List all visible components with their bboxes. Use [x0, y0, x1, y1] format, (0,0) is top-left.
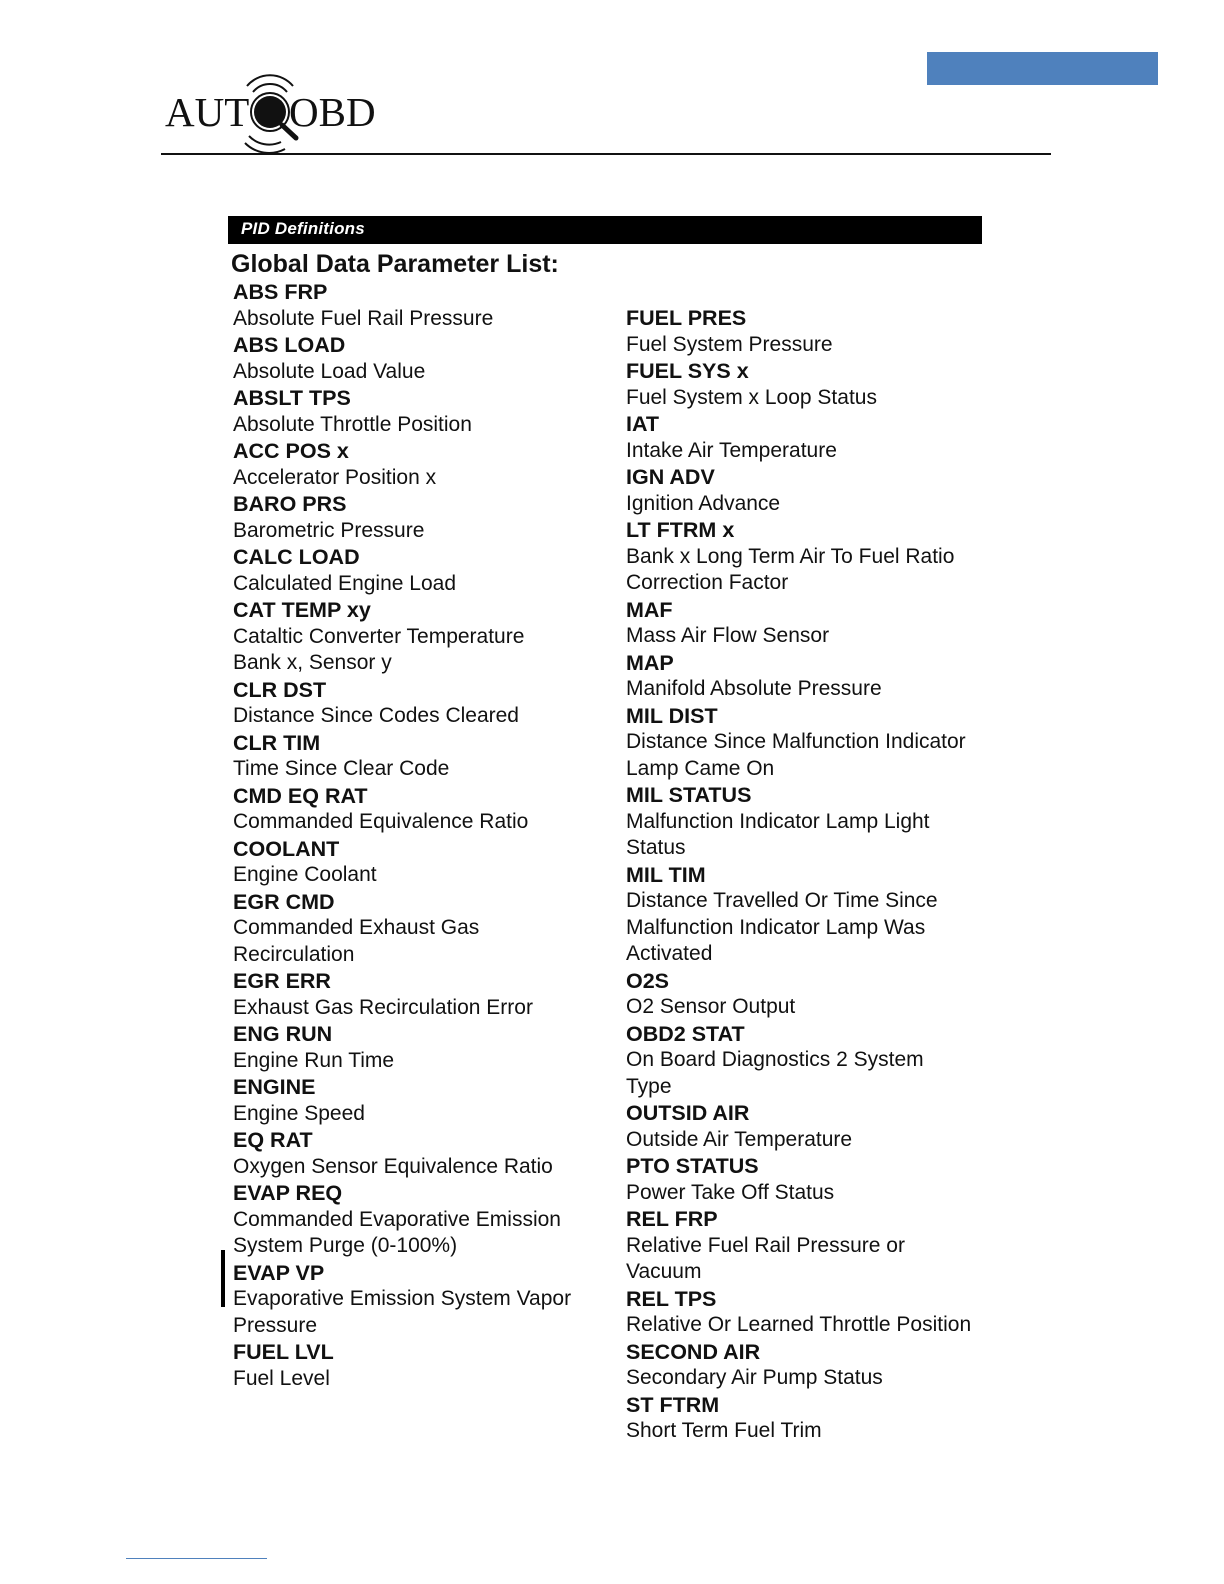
- parameter-description: Absolute Fuel Rail Pressure: [233, 306, 494, 330]
- parameter-entry: [233, 491, 603, 544]
- parameter-code: ACC POS x: [233, 439, 349, 463]
- parameter-entry: [233, 1127, 603, 1180]
- parameter-description: Barometric Pressure: [233, 518, 425, 542]
- parameter-description: Engine Run Time: [233, 1048, 395, 1072]
- parameter-code: LT FTRM x: [626, 518, 735, 542]
- parameter-code: REL FRP: [626, 1207, 718, 1231]
- parameter-entry: [626, 358, 1006, 411]
- parameter-entry: [626, 1206, 1006, 1286]
- parameter-description: Engine Coolant: [233, 863, 377, 886]
- parameter-description: On Board Diagnostics 2 System Type: [626, 1048, 924, 1098]
- parameter-description: Evaporative Emission System Vapor Pressure: [233, 1287, 572, 1337]
- parameter-entry: [626, 517, 1006, 597]
- parameter-code: CALC LOAD: [233, 545, 360, 569]
- parameter-entry: [233, 332, 603, 385]
- parameter-description: Absolute Throttle Position: [233, 412, 472, 436]
- parameter-code: FUEL LVL: [233, 1340, 334, 1364]
- parameter-entry: [233, 544, 603, 597]
- parameter-code: FUEL PRES: [626, 306, 747, 330]
- parameter-code: MIL TIM: [626, 862, 706, 887]
- parameter-entry: [233, 279, 603, 332]
- parameter-entry: [233, 836, 603, 889]
- parameter-entry: [233, 730, 603, 783]
- parameter-code: MIL DIST: [626, 703, 718, 728]
- parameter-description: Secondary Air Pump Status: [626, 1366, 883, 1389]
- parameter-description: Intake Air Temperature: [626, 438, 837, 462]
- parameter-entry: [233, 1260, 603, 1340]
- parameter-entry: [626, 1100, 1006, 1153]
- parameter-entry: [233, 385, 603, 438]
- parameter-description: Oxygen Sensor Equivalence Ratio: [233, 1154, 553, 1178]
- parameter-description: Bank x Long Term Air To Fuel Ratio Correction Factor: [626, 544, 955, 594]
- parameter-code: ABSLT TPS: [233, 386, 351, 410]
- parameter-description: Mass Air Flow Sensor: [626, 624, 830, 647]
- parameter-description: Fuel Level: [233, 1366, 330, 1390]
- section-heading-bar: [228, 216, 982, 244]
- parameter-description: Short Term Fuel Trim: [626, 1419, 822, 1442]
- parameter-code: EVAP VP: [233, 1260, 325, 1285]
- parameter-code: ENGINE: [233, 1075, 316, 1099]
- parameter-entry: [626, 862, 1006, 968]
- parameter-entry: [626, 464, 1006, 517]
- parameter-code: REL TPS: [626, 1286, 717, 1311]
- parameter-entry: [626, 650, 1006, 703]
- parameter-description: Exhaust Gas Recirculation Error: [233, 995, 533, 1019]
- parameter-entry: [233, 677, 603, 730]
- parameter-code: PTO STATUS: [626, 1154, 759, 1178]
- parameter-description: Calculated Engine Load: [233, 571, 457, 595]
- parameter-description: Distance Since Malfunction Indicator Lamp Came On: [626, 730, 966, 780]
- parameter-description: Manifold Absolute Pressure: [626, 677, 882, 700]
- parameter-code: MAP: [626, 650, 674, 675]
- parameter-code: ST FTRM: [626, 1392, 720, 1417]
- autoobd-logo: [165, 72, 385, 154]
- parameter-code: IGN ADV: [626, 465, 715, 489]
- parameter-description: Absolute Load Value: [233, 359, 426, 383]
- parameter-entry: [233, 438, 603, 491]
- parameter-entry: [626, 968, 1006, 1021]
- parameter-code: O2S: [626, 968, 670, 993]
- logo-text-left: AUT: [165, 89, 250, 135]
- parameter-description: Time Since Clear Code: [233, 757, 450, 780]
- parameter-entry: [626, 703, 1006, 783]
- parameter-description: Commanded Exhaust Gas Recirculation: [233, 916, 480, 966]
- parameter-entry: [626, 411, 1006, 464]
- parameter-code: EGR CMD: [233, 889, 335, 914]
- parameter-code: OUTSID AIR: [626, 1101, 750, 1125]
- parameter-description: Power Take Off Status: [626, 1180, 835, 1204]
- parameter-description: Distance Travelled Or Time Since Malfunction Indicator Lamp Was Activated: [626, 889, 938, 965]
- parameter-description: Commanded Equivalence Ratio: [233, 810, 529, 833]
- parameter-entry: [626, 1392, 1006, 1445]
- parameter-description: O2 Sensor Output: [626, 995, 796, 1018]
- parameter-code: COOLANT: [233, 836, 340, 861]
- parameter-code: EVAP REQ: [233, 1181, 343, 1205]
- parameter-description: Ignition Advance: [626, 491, 781, 515]
- left-parameter-column: [233, 279, 603, 1392]
- parameter-code: CLR TIM: [233, 730, 321, 755]
- logo-text-right: OBD: [289, 89, 376, 135]
- parameter-code: ENG RUN: [233, 1022, 333, 1046]
- parameter-entry: [233, 783, 603, 836]
- parameter-code: SECOND AIR: [626, 1339, 761, 1364]
- parameter-description: Fuel System x Loop Status: [626, 385, 877, 409]
- parameter-entry: [626, 1153, 1006, 1206]
- right-parameter-column: [626, 305, 1006, 1445]
- parameter-entry: [233, 1021, 603, 1074]
- parameter-description: Outside Air Temperature: [626, 1127, 853, 1151]
- parameter-description: Malfunction Indicator Lamp Light Status: [626, 809, 930, 859]
- parameter-entry: [626, 1021, 1006, 1101]
- parameter-code: BARO PRS: [233, 492, 347, 516]
- parameter-entry: [233, 968, 603, 1021]
- parameter-code: IAT: [626, 412, 660, 436]
- parameter-entry: [233, 1339, 603, 1392]
- parameter-description: Engine Speed: [233, 1101, 365, 1125]
- parameter-code: EGR ERR: [233, 969, 331, 993]
- parameter-code: OBD2 STAT: [626, 1021, 745, 1046]
- parameter-entry: [626, 305, 1006, 358]
- header-divider: [161, 153, 1051, 155]
- section-heading: PID Definitions: [241, 219, 365, 238]
- header-accent-tab: [927, 52, 1158, 85]
- parameter-description: Cataltic Converter Temperature Bank x, Sensor y: [233, 624, 525, 674]
- parameter-code: MAF: [626, 597, 673, 622]
- revision-change-bar: [221, 1250, 225, 1307]
- parameter-description: Accelerator Position x: [233, 465, 437, 489]
- parameter-code: MIL STATUS: [626, 783, 752, 807]
- parameter-entry: [233, 597, 603, 677]
- parameter-code: CMD EQ RAT: [233, 783, 368, 808]
- parameter-entry: [626, 782, 1006, 862]
- parameter-description: Relative Or Learned Throttle Position: [626, 1313, 972, 1336]
- parameter-entry: [626, 1286, 1006, 1339]
- parameter-entry: [233, 1180, 603, 1260]
- list-title: Global Data Parameter List:: [231, 250, 559, 278]
- parameter-description: Distance Since Codes Cleared: [233, 704, 519, 727]
- parameter-entry: [626, 597, 1006, 650]
- parameter-entry: [626, 1339, 1006, 1392]
- parameter-description: Relative Fuel Rail Pressure or Vacuum: [626, 1233, 905, 1283]
- parameter-code: EQ RAT: [233, 1128, 313, 1152]
- parameter-entry: [233, 1074, 603, 1127]
- parameter-description: Fuel System Pressure: [626, 332, 833, 356]
- footer-divider: [126, 1558, 267, 1559]
- parameter-code: FUEL SYS x: [626, 359, 749, 383]
- parameter-description: Commanded Evaporative Emission System Purge (0-100%): [233, 1207, 561, 1257]
- parameter-code: ABS FRP: [233, 280, 328, 304]
- parameter-code: CAT TEMP xy: [233, 598, 371, 622]
- parameter-code: CLR DST: [233, 677, 327, 702]
- parameter-code: ABS LOAD: [233, 333, 346, 357]
- parameter-entry: [233, 889, 603, 969]
